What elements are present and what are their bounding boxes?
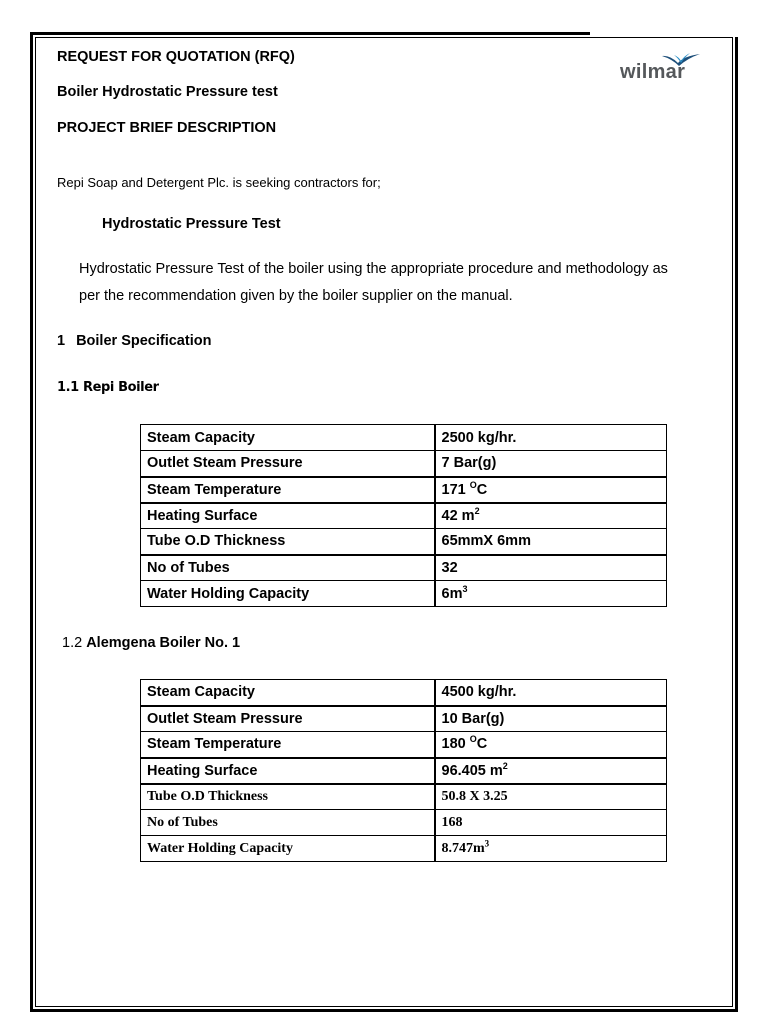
spec-value <box>435 503 667 529</box>
spec-label: Outlet Steam Pressure <box>141 451 435 477</box>
spec-value-text: 10 Bar(g) <box>441 710 505 727</box>
spec-value <box>435 732 667 758</box>
boiler-2-number: 1.2 <box>62 635 83 651</box>
spec-value-unit: C <box>476 481 488 498</box>
spec-value <box>435 555 667 581</box>
table-row <box>141 477 667 503</box>
spec-value <box>435 451 667 477</box>
spec-value-text: 32 <box>441 559 458 576</box>
section-1-heading <box>57 333 211 349</box>
spec-value-superscript: 3 <box>462 583 468 594</box>
spec-label: Outlet Steam Pressure <box>141 706 435 732</box>
table-row <box>141 732 667 758</box>
spec-value <box>435 680 667 706</box>
spec-value-text: 180 <box>441 736 470 753</box>
table-row <box>141 451 667 477</box>
spec-label: Tube O.D Thickness <box>141 784 435 810</box>
table-row <box>141 784 667 810</box>
boiler-2-heading <box>62 635 240 651</box>
spec-label: Water Holding Capacity <box>141 836 435 862</box>
spec-value-text: 6m <box>441 585 463 602</box>
table-row <box>141 529 667 555</box>
spec-value-text: 4500 kg/hr. <box>441 684 517 701</box>
table-row <box>141 425 667 451</box>
spec-value-text: 2500 kg/hr. <box>441 429 517 446</box>
spec-label: Heating Surface <box>141 758 435 784</box>
spec-value <box>435 425 667 451</box>
spec-label: Steam Temperature <box>141 732 435 758</box>
test-heading: Hydrostatic Pressure Test <box>102 216 281 232</box>
table-row <box>141 758 667 784</box>
table-row <box>141 555 667 581</box>
table-row <box>141 706 667 732</box>
spec-value-superscript: O <box>469 479 477 490</box>
table-row <box>141 810 667 836</box>
spec-value-text: 42 m <box>441 507 475 524</box>
spec-label: Heating Surface <box>141 503 435 529</box>
spec-value <box>435 784 667 810</box>
spec-value <box>435 810 667 836</box>
spec-value-superscript: O <box>469 734 477 745</box>
spec-label: No of Tubes <box>141 810 435 836</box>
spec-value <box>435 836 667 862</box>
spec-label: Steam Capacity <box>141 425 435 451</box>
spec-label: Tube O.D Thickness <box>141 529 435 555</box>
border-gap <box>590 31 738 37</box>
spec-label: No of Tubes <box>141 555 435 581</box>
table-row <box>141 581 667 607</box>
spec-value-text: 50.8 X 3.25 <box>441 788 508 804</box>
wilmar-logo <box>620 52 702 84</box>
document-subject: Boiler Hydrostatic Pressure test <box>57 84 278 100</box>
section-number: 1 <box>57 333 66 349</box>
spec-value-text: 65mmX 6mm <box>441 533 531 550</box>
spec-value-text: 96.405 m <box>441 762 503 779</box>
description-line-2: per the recommendation given by the boiler supplier on the manual. <box>79 288 513 304</box>
spec-value <box>435 706 667 732</box>
spec-label: Steam Capacity <box>141 680 435 706</box>
table-row <box>141 836 667 862</box>
alemgena-boiler-table <box>140 679 667 862</box>
repi-boiler-table <box>140 424 667 607</box>
spec-value-superscript: 2 <box>502 760 508 771</box>
logo-wordmark: wilmar <box>620 61 686 83</box>
description-line-1: Hydrostatic Pressure Test of the boiler using the appropriate procedure and methodology as <box>79 261 668 277</box>
spec-value <box>435 477 667 503</box>
spec-value-text: 168 <box>441 814 463 830</box>
spec-value-text: 7 Bar(g) <box>441 455 497 472</box>
boiler-2-name: Alemgena Boiler No. 1 <box>86 635 241 651</box>
spec-label: Water Holding Capacity <box>141 581 435 607</box>
boiler-1-heading: 1.1 Repi Boiler <box>57 380 159 395</box>
intro-text: Repi Soap and Detergent Plc. is seeking contractors for; <box>57 175 381 190</box>
document-title: REQUEST FOR QUOTATION (RFQ) <box>57 49 295 65</box>
spec-value-text: 8.747m <box>441 840 485 856</box>
table-row <box>141 680 667 706</box>
spec-value-unit: C <box>476 736 488 753</box>
spec-value <box>435 529 667 555</box>
spec-label: Steam Temperature <box>141 477 435 503</box>
section-name: Boiler Specification <box>76 333 212 349</box>
spec-value <box>435 581 667 607</box>
section-title: PROJECT BRIEF DESCRIPTION <box>57 120 277 136</box>
table-row <box>141 503 667 529</box>
spec-value <box>435 758 667 784</box>
spec-value-superscript: 2 <box>474 505 480 516</box>
spec-value-text: 171 <box>441 481 470 498</box>
spec-value-superscript: 3 <box>484 837 490 848</box>
